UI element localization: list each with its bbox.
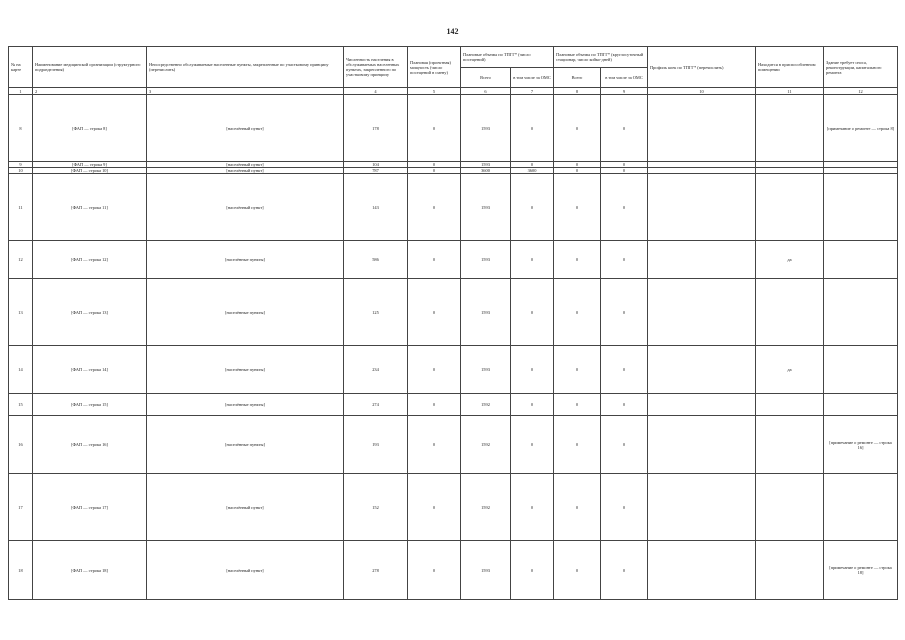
column-number: 11 — [756, 88, 824, 95]
bed-days-oms: 0 — [601, 541, 648, 600]
repair-status — [824, 241, 898, 279]
facility-name: [ФАП — строка 14] — [33, 346, 147, 394]
capacity: 0 — [408, 279, 461, 346]
capacity: 0 — [408, 394, 461, 416]
header-col-6: Всего — [461, 68, 511, 88]
bed-days-total: 0 — [554, 541, 601, 600]
repair-status — [824, 394, 898, 416]
visits-oms: 0 — [511, 394, 554, 416]
population: 278 — [344, 541, 408, 600]
repair-status: [примечание о ремонте — строка 18] — [824, 541, 898, 600]
repair-status: [примечание о ремонте — строка 8] — [824, 95, 898, 162]
visits-total: 3600 — [461, 168, 511, 174]
column-number: 8 — [554, 88, 601, 95]
table-row — [9, 346, 898, 394]
population: 104 — [344, 162, 408, 168]
capacity: 0 — [408, 174, 461, 241]
table-row — [9, 174, 898, 241]
row-number: 15 — [9, 394, 33, 416]
column-number: 7 — [511, 88, 554, 95]
facility-name: [ФАП — строка 10] — [33, 168, 147, 174]
bed-days-total: 0 — [554, 174, 601, 241]
bed-days-total: 0 — [554, 162, 601, 168]
population: 178 — [344, 95, 408, 162]
visits-oms: 0 — [511, 174, 554, 241]
row-number: 10 — [9, 168, 33, 174]
table-row — [9, 95, 898, 162]
served-localities: [населённые пункты] — [147, 346, 344, 394]
served-localities: [населённый пункт] — [147, 474, 344, 541]
column-number: 12 — [824, 88, 898, 95]
bed-days-oms: 0 — [601, 394, 648, 416]
repair-status: [примечание о ремонте — строка 16] — [824, 416, 898, 474]
row-number: 17 — [9, 474, 33, 541]
repair-status — [824, 346, 898, 394]
row-number: 14 — [9, 346, 33, 394]
facility-name: [ФАП — строка 18] — [33, 541, 147, 600]
visits-oms: 0 — [511, 416, 554, 474]
visits-oms: 0 — [511, 241, 554, 279]
header-col-12: Здание требует сноса, реконструкции, капитального ремонта — [824, 47, 898, 88]
row-number: 9 — [9, 162, 33, 168]
adapted-premises — [756, 174, 824, 241]
table-row — [9, 241, 898, 279]
bed-profile — [648, 416, 756, 474]
visits-oms: 0 — [511, 162, 554, 168]
visits-total: 1593 — [461, 174, 511, 241]
visits-total: 1593 — [461, 279, 511, 346]
header-row — [9, 47, 898, 68]
header-col-1: № на карте — [9, 47, 33, 88]
capacity: 0 — [408, 168, 461, 174]
bed-days-oms: 0 — [601, 416, 648, 474]
table-row — [9, 394, 898, 416]
served-localities: [населённый пункт] — [147, 95, 344, 162]
bed-profile — [648, 279, 756, 346]
page-number: 142 — [446, 27, 459, 36]
capacity: 0 — [408, 95, 461, 162]
facilities-table — [8, 46, 898, 600]
bed-profile — [648, 474, 756, 541]
visits-oms: 0 — [511, 95, 554, 162]
column-number: 5 — [408, 88, 461, 95]
bed-days-oms: 0 — [601, 162, 648, 168]
population: 125 — [344, 279, 408, 346]
adapted-premises: да — [756, 346, 824, 394]
facility-name: [ФАП — строка 15] — [33, 394, 147, 416]
facility-name: [ФАП — строка 12] — [33, 241, 147, 279]
bed-days-total: 0 — [554, 346, 601, 394]
row-number: 13 — [9, 279, 33, 346]
capacity: 0 — [408, 346, 461, 394]
bed-profile — [648, 394, 756, 416]
bed-profile — [648, 95, 756, 162]
column-number: 3 — [147, 88, 344, 95]
population: 234 — [344, 346, 408, 394]
facility-name: [ФАП — строка 8] — [33, 95, 147, 162]
bed-days-total: 0 — [554, 95, 601, 162]
facility-name: [ФАП — строка 16] — [33, 416, 147, 474]
bed-days-oms: 0 — [601, 474, 648, 541]
column-number: 6 — [461, 88, 511, 95]
served-localities: [населённый пункт] — [147, 168, 344, 174]
visits-oms: 3600 — [511, 168, 554, 174]
repair-status — [824, 174, 898, 241]
column-number: 4 — [344, 88, 408, 95]
header-col-7: в том числе за ОМС — [511, 68, 554, 88]
bed-days-oms: 0 — [601, 241, 648, 279]
population: 787 — [344, 168, 408, 174]
population: 586 — [344, 241, 408, 279]
facility-name: [ФАП — строка 17] — [33, 474, 147, 541]
column-number: 9 — [601, 88, 648, 95]
header-col-5: Плановая (проектная) мощность (число посещений в смену) — [408, 47, 461, 88]
population: 143 — [344, 174, 408, 241]
served-localities: [населённый пункт] — [147, 174, 344, 241]
header-col-4: Численность населения в обслуживаемых населенных пунктах, закрепленного по участковому принципу — [344, 47, 408, 88]
column-number-row — [9, 88, 898, 95]
row-number: 16 — [9, 416, 33, 474]
header-group-visits: Плановые объемы по ТПГГ* (число посещений) — [461, 47, 554, 68]
served-localities: [населённые пункты] — [147, 241, 344, 279]
bed-days-total: 0 — [554, 416, 601, 474]
capacity: 0 — [408, 541, 461, 600]
row-number: 11 — [9, 174, 33, 241]
column-number: 2 — [33, 88, 147, 95]
bed-days-total: 0 — [554, 394, 601, 416]
bed-profile — [648, 346, 756, 394]
bed-days-total: 0 — [554, 168, 601, 174]
visits-total: 1593 — [461, 346, 511, 394]
served-localities: [населённый пункт] — [147, 541, 344, 600]
header-col-11: Находится в приспособленном помещении — [756, 47, 824, 88]
bed-days-oms: 0 — [601, 346, 648, 394]
bed-profile — [648, 541, 756, 600]
facility-name: [ФАП — строка 9] — [33, 162, 147, 168]
capacity: 0 — [408, 416, 461, 474]
header-col-3: Непосредственно обслуживаемые населенные пункты, закрепленные по участковому принципу (перечислить) — [147, 47, 344, 88]
adapted-premises — [756, 95, 824, 162]
served-localities: [населённый пункт] — [147, 162, 344, 168]
bed-profile — [648, 241, 756, 279]
table-row — [9, 279, 898, 346]
visits-total: 1592 — [461, 474, 511, 541]
column-number: 10 — [648, 88, 756, 95]
table-row — [9, 416, 898, 474]
adapted-premises — [756, 541, 824, 600]
served-localities: [населённые пункты] — [147, 279, 344, 346]
table-row — [9, 474, 898, 541]
capacity: 0 — [408, 162, 461, 168]
visits-total: 1592 — [461, 416, 511, 474]
row-number: 12 — [9, 241, 33, 279]
capacity: 0 — [408, 474, 461, 541]
visits-oms: 0 — [511, 474, 554, 541]
bed-days-oms: 0 — [601, 174, 648, 241]
visits-total: 1593 — [461, 162, 511, 168]
header-col-8: Всего — [554, 68, 601, 88]
bed-days-total: 0 — [554, 279, 601, 346]
bed-days-oms: 0 — [601, 279, 648, 346]
bed-days-total: 0 — [554, 241, 601, 279]
facility-name: [ФАП — строка 13] — [33, 279, 147, 346]
visits-total: 1593 — [461, 95, 511, 162]
bed-days-oms: 0 — [601, 95, 648, 162]
population: 193 — [344, 416, 408, 474]
repair-status — [824, 474, 898, 541]
adapted-premises: да — [756, 241, 824, 279]
visits-oms: 0 — [511, 346, 554, 394]
header-col-2: Наименование медицинской организации (структурного подразделения) — [33, 47, 147, 88]
capacity: 0 — [408, 241, 461, 279]
visits-oms: 0 — [511, 541, 554, 600]
column-number: 1 — [9, 88, 33, 95]
bed-days-total: 0 — [554, 474, 601, 541]
served-localities: [населённые пункты] — [147, 394, 344, 416]
served-localities: [населённые пункты] — [147, 416, 344, 474]
adapted-premises — [756, 474, 824, 541]
adapted-premises — [756, 416, 824, 474]
visits-total: 1593 — [461, 241, 511, 279]
adapted-premises — [756, 394, 824, 416]
header-col-10: Профиль коек по ТПГГ* (перечислить) — [648, 47, 756, 88]
row-number: 18 — [9, 541, 33, 600]
facility-name: [ФАП — строка 11] — [33, 174, 147, 241]
repair-status — [824, 279, 898, 346]
visits-oms: 0 — [511, 279, 554, 346]
visits-total: 1593 — [461, 541, 511, 600]
row-number: 8 — [9, 95, 33, 162]
population: 152 — [344, 474, 408, 541]
table-row — [9, 541, 898, 600]
header-group-beds: Плановые объемы по ТПГГ* (круглосуточный стационар, число койко-дней) — [554, 47, 648, 68]
population: 274 — [344, 394, 408, 416]
adapted-premises — [756, 279, 824, 346]
bed-days-oms: 0 — [601, 168, 648, 174]
header-col-9: в том числе за ОМС — [601, 68, 648, 88]
visits-total: 1592 — [461, 394, 511, 416]
bed-profile — [648, 174, 756, 241]
